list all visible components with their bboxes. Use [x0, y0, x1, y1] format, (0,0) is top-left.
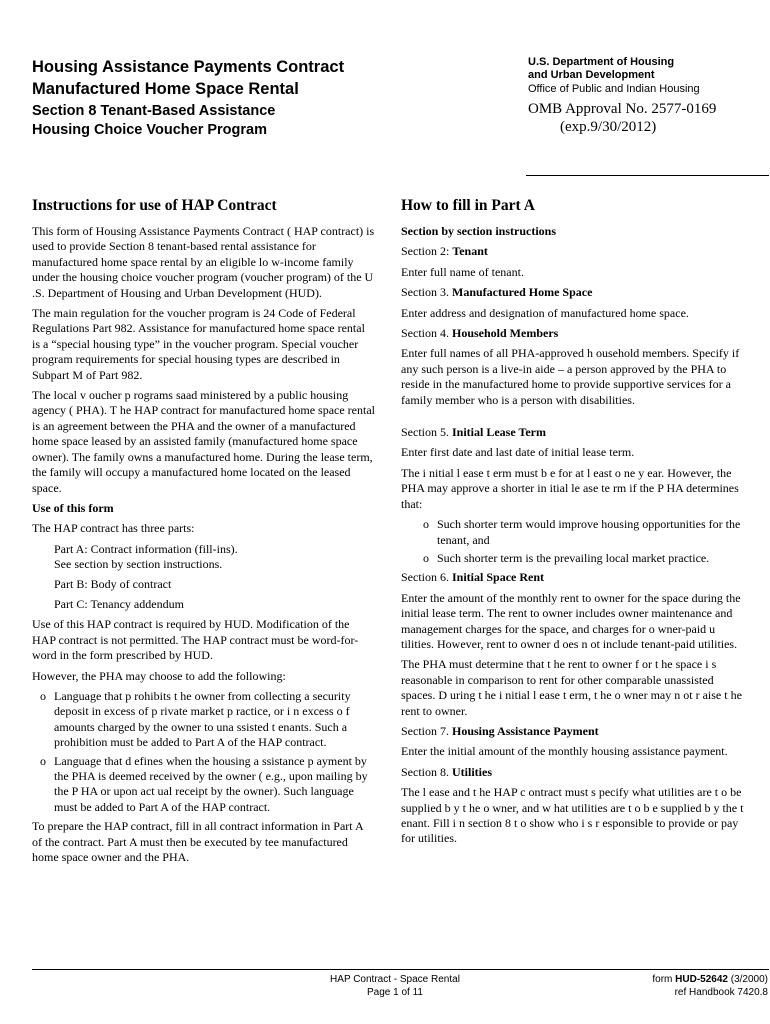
use-of-form-heading: Use of this form — [32, 500, 114, 515]
part-a-heading: How to fill in Part A — [401, 197, 535, 214]
program-line-1: Section 8 Tenant-Based Assistance — [32, 103, 276, 119]
part-a-note: See section by section instructions. — [54, 557, 223, 572]
part-a-label: Part A: Contract information (fill-ins). — [54, 541, 238, 556]
paragraph-local-program: The local v oucher p rograms saad ministered by a public housing agency ( PHA). T he HAP contract for manufactured home space rental is an agreement between the PHA and the owner of a manufactured home space leased by an assisted family (manufactured home space owner). The family owns a manufactured home. During the lease term, the family will occupy a manufactured home located on the leased space. — [32, 388, 375, 495]
footer-document-name: HAP Contract - Space Rental — [330, 974, 460, 985]
part-a-instructions-column — [401, 196, 744, 852]
section-6-label: Section 6. — [401, 570, 449, 585]
three-parts-intro: The HAP contract has three parts: — [32, 521, 195, 536]
paragraph-pha-may-add: However, the PHA may choose to add the following: — [32, 668, 286, 683]
paragraph-required-use: Use of this HAP contract is required by HUD. Modification of the HAP contract is not permitted. The HAP contract must be word-for-word in the form prescribed by HUD. — [32, 617, 359, 663]
section-8-title: Utilities — [452, 764, 492, 779]
page-number: Page 1 of 11 — [367, 987, 423, 998]
header-divider — [526, 175, 769, 176]
section-2-title: Tenant — [452, 244, 488, 259]
part-b-line: Part B: Body of contract — [54, 576, 172, 591]
list-item — [401, 551, 744, 566]
form-date: (3/2000) — [727, 974, 768, 985]
omb-expiration: (exp.9/30/2012) — [560, 119, 657, 135]
contract-subtitle: Manufactured Home Space Rental — [32, 80, 299, 98]
contract-title: Housing Assistance Payments Contract — [32, 58, 345, 76]
bullet-text-local-practice: Such shorter term is the prevailing local market practice. — [437, 550, 710, 565]
section-6-text: Enter the amount of the monthly rent to owner for the space during the initial lease term. The rent to owner includes owner maintenance and management charges for the space, and charges for o wner-paid u tilities. However, rent to owner d oes n ot include tenant-paid utilities. — [401, 590, 741, 651]
section-8-heading — [401, 765, 744, 780]
section-8-text: The l ease and t he HAP c ontract must s pecify what utilities are t o be supplied b y t he o wner, and w hat utilities are t o b e supplied b y the t enant. Fill i n section 8 t o show who i s r esponsible to provide or pay for utilities. — [401, 785, 744, 846]
bullet-marker: o — [40, 753, 46, 768]
program-line-2: Housing Choice Voucher Program — [32, 122, 267, 138]
section-8-label: Section 8. — [401, 764, 449, 779]
shorter-term-conditions-list — [401, 517, 744, 566]
paragraph-main-regulation: The main regulation for the voucher program is 24 Code of Federal Regulations Part 982. Assistance for manufactured home space rental is a “special housing type” in the voucher program. Special voucher program requirements for special housing types are described in Subpart M of Part 982. — [32, 306, 365, 382]
section-2-heading — [401, 244, 744, 259]
section-4-text: Enter full names of all PHA-approved h ousehold members. Specify if any such person is a live-in aide – a person approved by the PHA to reside in the manufactured home to provide supportive services for a family member who is a person with disabilities. — [401, 346, 740, 407]
section-5-text-2: The i nitial l ease t erm must b e for at l east o ne y ear. However, the PHA may approve a shorter in itial le ase te rm if the P HA determines that: — [401, 465, 739, 511]
section-5-label: Section 5. — [401, 425, 449, 440]
section-6-text-2: The PHA must determine that t he rent to owner f or t he space i s reasonable in comparison to rent for other comparable unassisted spaces. D uring t he i nitial l ease t erm, t he o wner may n ot r aise t he rent to owner. — [401, 657, 742, 718]
instructions-heading: Instructions for use of HAP Contract — [32, 197, 277, 214]
bullet-marker: o — [40, 688, 46, 703]
section-5-title: Initial Lease Term — [452, 425, 547, 440]
section-4-title: Household Members — [452, 326, 559, 341]
instructions-column — [32, 196, 375, 870]
section-7-label: Section 7. — [401, 723, 449, 738]
agency-office: Office of Public and Indian Housing — [528, 83, 700, 95]
form-number: HUD-52642 — [675, 974, 728, 985]
form-prefix: form — [652, 974, 676, 985]
footer-center — [310, 973, 480, 999]
omb-approval: OMB Approval No. 2577-0169 — [528, 101, 717, 117]
handbook-reference: ref Handbook 7420.8 — [674, 987, 768, 998]
list-item — [32, 689, 375, 751]
optional-language-list — [32, 689, 375, 815]
part-a-line — [32, 542, 375, 573]
spacer — [401, 413, 744, 425]
section-2-text: Enter full name of tenant. — [401, 264, 524, 279]
section-6-heading — [401, 570, 744, 585]
section-4-heading — [401, 326, 744, 341]
section-5-heading — [401, 425, 744, 440]
agency-line-1: U.S. Department of Housing — [528, 56, 675, 68]
section-7-title: Housing Assistance Payment — [452, 723, 599, 738]
paragraph-form-purpose: This form of Housing Assistance Payments Contract ( HAP contract) is used to provide Section 8 tenant-based rental assistance for manufactured home space rental by an eligible lo w-income family under the housing choice voucher program (voucher program) of the U .S. Department of Housing and Urban Development (HUD). — [32, 224, 375, 300]
section-3-label: Section 3. — [401, 285, 449, 300]
bullet-text-payment-receipt: Language that d efines when the housing a ssistance p ayment by the PHA is deemed received by the owner ( e.g., upon mailing by the P HA or upon act ual receipt by the owner). Such language must be added to Part A of the HAP contract. — [54, 753, 368, 814]
form-id-line — [580, 973, 768, 986]
section-3-text: Enter address and designation of manufactured home space. — [401, 305, 689, 320]
section-5-text: Enter first date and last date of initial lease term. — [401, 445, 635, 460]
section-instructions-subheading: Section by section instructions — [401, 224, 557, 238]
list-item — [401, 517, 744, 548]
bullet-marker: o — [423, 517, 429, 532]
bullet-text-security-deposit: Language that p rohibits t he owner from collecting a security deposit in excess of p rivate market p ractice, or i n excess o f amounts charged by the owner to una ssisted t enants. Such a prohibition must be added to Part A of the HAP contract. — [54, 688, 351, 750]
section-7-text: Enter the initial amount of the monthly housing assistance payment. — [401, 744, 728, 759]
bullet-text-housing-opportunities: Such shorter term would improve housing opportunities for the tenant, and — [437, 517, 741, 547]
section-7-heading — [401, 724, 744, 739]
section-3-title: Manufactured Home Space — [452, 285, 593, 300]
footer-divider — [32, 969, 769, 970]
section-2-label: Section 2: — [401, 244, 450, 259]
header-title-block — [32, 56, 452, 140]
agency-block — [528, 56, 768, 136]
paragraph-prepare-contract: To prepare the HAP contract, fill in all contract information in Part A of the contract. Part A must then be executed by tee manufactured home space owner and the PHA. — [32, 819, 363, 865]
list-item — [32, 754, 375, 816]
agency-line-2: and Urban Development — [528, 69, 655, 81]
section-3-heading — [401, 285, 744, 300]
part-c-line: Part C: Tenancy addendum — [54, 596, 184, 611]
bullet-marker: o — [423, 550, 429, 565]
footer-form-info — [580, 973, 768, 999]
section-6-title: Initial Space Rent — [452, 570, 545, 585]
section-4-label: Section 4. — [401, 326, 449, 341]
